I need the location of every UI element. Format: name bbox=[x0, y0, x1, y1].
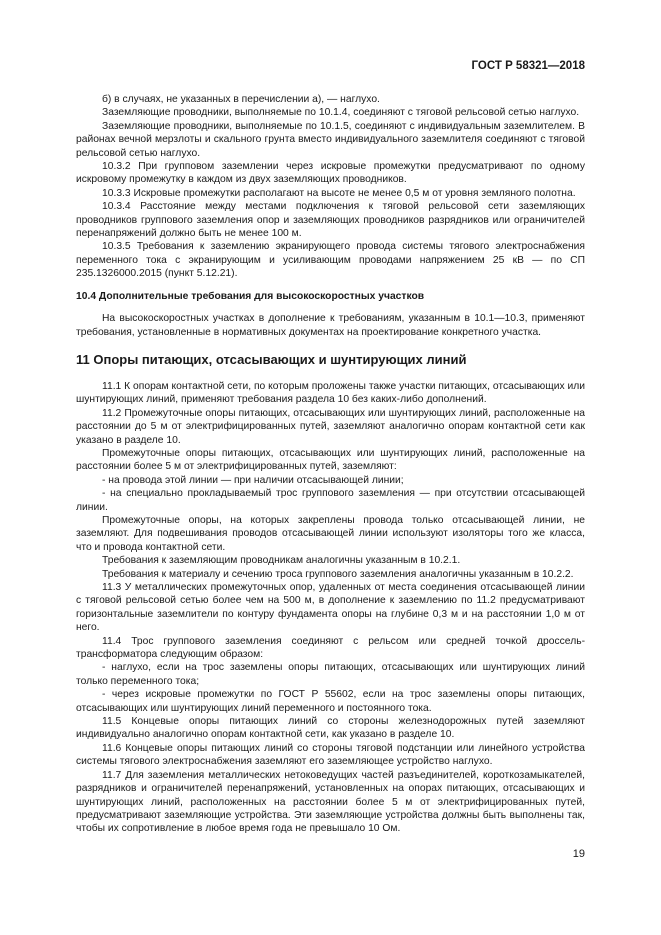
section-10-3-text bbox=[76, 93, 585, 281]
paragraph: Промежуточные опоры питающих, отсасывающих или шунтирующих линий, расположенные на расстоянии более 5 м от электрифицированных путей, заземляют: bbox=[76, 447, 585, 473]
section-10-4-heading: 10.4 Дополнительные требования для высокоскоростных участков bbox=[76, 290, 425, 302]
document-body bbox=[76, 93, 585, 836]
paragraph: 11.7 Для заземления металлических нетоковедущих частей разъединителей, короткозамыкателей, разрядников и ограничителей перенапряжений, установленных на опорах питающих, отсасывающих и шунтирующих линий, расположенных на расстоянии более 5 м от электрифицированных путей, предусматривают заземляющие устройства. Эти заземляющие устройства должны быть выполнены так, чтобы их сопротивление в любое время года не превышало 10 Ом. bbox=[76, 769, 585, 835]
section-10-4-paragraph: На высокоскоростных участках в дополнение к требованиям, указанным в 10.1—10.3, применяют требования, установленные в нормативных документах на проектирование конкретного участка. bbox=[76, 313, 585, 338]
standard-header: ГОСТ Р 58321—2018 bbox=[471, 60, 585, 72]
paragraph: 10.3.5 Требования к заземлению экранирующего провода системы тягового электроснабжения переменного тока с экранирующим и усиливающим проводами напряжением 25 кВ — по СП 235.1326000.2015 (пункт 5.12.21). bbox=[76, 241, 585, 280]
paragraph: 11.1 К опорам контактной сети, по которым проложены также участки питающих, отсасывающих или шунтирующих линий, применяют требования раздела 10 без каких-либо дополнений. bbox=[76, 380, 585, 406]
paragraph: - через искровые промежутки по ГОСТ Р 55602, если на трос заземлены опоры питающих, отсасывающих или шунтирующих линий переменного и постоянного тока. bbox=[76, 689, 585, 714]
paragraph: 11.6 Концевые опоры питающих линий со стороны тяговой подстанции или линейного устройства системы тягового электроснабжения заземляют его заземляющее устройство наглухо. bbox=[76, 742, 585, 768]
section-11-text bbox=[76, 380, 585, 836]
paragraph: 10.3.3 Искровые промежутки располагают на высоте не менее 0,5 м от уровня земляного полотна. bbox=[102, 187, 576, 199]
section-11-heading: 11 Опоры питающих, отсасывающих и шунтирующих линий bbox=[76, 351, 467, 367]
paragraph: 11.4 Трос группового заземления соединяют с рельсом или средней точкой дроссель-трансформатора следующим образом: bbox=[76, 635, 585, 661]
paragraph: 11.5 Концевые опоры питающих линий со стороны железнодорожных путей заземляют индивидуально аналогично опорам контактной сети, как указано в разделе 10. bbox=[76, 716, 585, 741]
page-number: 19 bbox=[572, 848, 585, 860]
paragraph: Требования к материалу и сечению троса группового заземления аналогичны указанным в 10.2.2. bbox=[102, 568, 574, 580]
paragraph: - на провода этой линии — при наличии отсасывающей линии; bbox=[102, 474, 404, 486]
paragraph: 10.3.2 При групповом заземлении через искровые промежутки предусматривают по одному искровому промежутку в каждом из двух заземляющих проводников. bbox=[76, 161, 585, 186]
paragraph: б) в случаях, не указанных в перечислении а), — наглухо. bbox=[102, 94, 380, 105]
paragraph: Требования к заземляющим проводникам аналогичны указанным в 10.2.1. bbox=[102, 555, 461, 567]
paragraph: Заземляющие проводники, выполняемые по 10.1.4, соединяют с тяговой рельсовой сетью наглухо. bbox=[102, 107, 580, 119]
paragraph: Заземляющие проводники, выполняемые по 10.1.5, соединяют с индивидуальным заземлителем. В районах вечной мерзлоты и скального грунта вместо индивидуального заземлителя соединяют с тяговой рельсовой сетью наглухо. bbox=[76, 120, 585, 159]
paragraph: Промежуточные опоры, на которых закреплены провода только отсасывающей линии, не заземляют. Для подвешивания проводов отсасывающей линии используют изоляторы того же класса, что и провода контактной сети. bbox=[76, 514, 585, 553]
paragraph: 11.3 У металлических промежуточных опор, удаленных от места соединения отсасывающей линии с тяговой рельсовой сетью более чем на 500 м, в дополнение к заземлению по 11.2 предусматривают горизонтальные заземлители по контуру фундамента опоры на глубине 0,3 м и на расстоянии 1,0 м от него. bbox=[76, 582, 585, 634]
paragraph: 10.3.4 Расстояние между местами подключения к тяговой рельсовой сети заземляющих проводников группового заземления опор и заземляющих проводников разрядников или ограничителей перенапряжений должно быть не менее 100 м. bbox=[76, 201, 585, 240]
paragraph: - на специально прокладываемый трос группового заземления — при отсутствии отсасывающей линии. bbox=[76, 488, 585, 513]
paragraph: 11.2 Промежуточные опоры питающих, отсасывающих или шунтирующих линий, расположенные на расстоянии до 5 м от электрифицированных путей, заземляют аналогично опорам контактной сети как указано в разделе 10. bbox=[76, 407, 585, 446]
paragraph: - наглухо, если на трос заземлены опоры питающих, отсасывающих или шунтирующих линий только переменного тока; bbox=[76, 662, 585, 687]
